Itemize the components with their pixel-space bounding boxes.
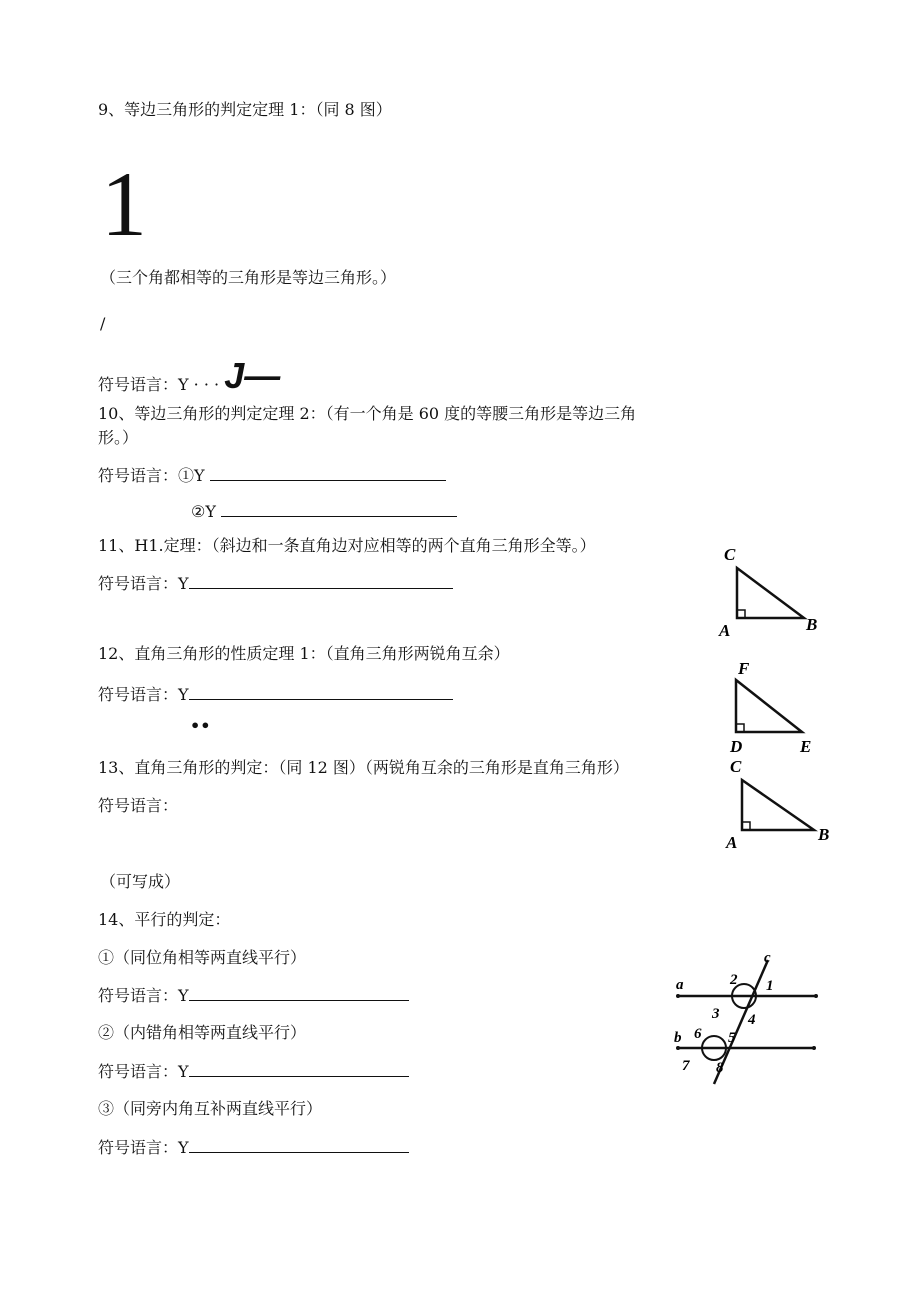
q14-sym1: 符号语言：Y (98, 986, 189, 1005)
q11-symbol: 符号语言：Y (98, 574, 189, 593)
label-a: A (726, 833, 738, 852)
q12-blank[interactable] (189, 685, 453, 700)
triangle-def-shape (736, 680, 802, 732)
angle-label-5: 5 (728, 1030, 736, 1046)
q14-title: 14、平行的判定： (98, 910, 231, 929)
label-c: C (724, 545, 736, 564)
label-a: A (719, 621, 731, 640)
angle-label-4: 4 (748, 1012, 756, 1028)
q10-item2: ②Y (191, 502, 216, 521)
q10-blank1[interactable] (210, 466, 446, 481)
q14-item2: ②（内错角相等两直线平行） (98, 1023, 307, 1042)
angle-label-3: 3 (712, 1006, 720, 1022)
q11-blank[interactable] (189, 574, 453, 589)
triangle-abc-shape-2 (742, 780, 814, 830)
angle-label-2: 2 (730, 972, 738, 988)
q9-symbol-line (98, 355, 281, 396)
triangle-def-figure (712, 654, 842, 758)
q14-item1: ①（同位角相等两直线平行） (98, 948, 307, 967)
q9-symbol-prefix: 符号语言：Y · · · (98, 375, 220, 394)
q14-sym3: 符号语言：Y (98, 1138, 189, 1157)
angle-label-6: 6 (694, 1026, 702, 1042)
q11-title: 11、H1.定理：（斜边和一条直角边对应相等的两个直角三角形全等。） (98, 536, 596, 555)
q9-slash: / (100, 314, 106, 333)
q9-description: （三个角都相等的三角形是等边三角形。） (100, 268, 397, 287)
q10-symbol-row2 (191, 502, 457, 522)
q10-item1: ①Y (178, 466, 205, 485)
line-b-end-dot (812, 1046, 816, 1050)
angle-label-8: 8 (716, 1060, 724, 1076)
q9-symbol-mark: J— (224, 355, 281, 396)
q14-blank2[interactable] (189, 1062, 409, 1077)
q12-symbol-row (98, 685, 453, 705)
label-f: F (738, 659, 750, 678)
label-b: B (806, 615, 818, 634)
line-a-start-dot (676, 994, 680, 998)
label-line-b: b (674, 1030, 682, 1046)
q14-symbol-row1 (98, 986, 409, 1006)
q14-symbol-row3 (98, 1138, 409, 1158)
angle-label-7: 7 (682, 1058, 690, 1074)
label-line-c: c (764, 952, 771, 966)
q12-symbol: 符号语言：Y (98, 685, 189, 704)
label-d: D (730, 737, 743, 756)
q12-dots: •• (190, 716, 211, 735)
angle-label-1: 1 (766, 978, 774, 994)
q14-blank1[interactable] (189, 986, 409, 1001)
q14-blank3[interactable] (189, 1138, 409, 1153)
q9-large-number: 1 (101, 153, 147, 255)
q9-title: 9、等边三角形的判定定理 1：（同 8 图） (98, 100, 392, 119)
q10-symbol-row1 (98, 466, 446, 486)
q14-item3: ③（同旁内角互补两直线平行） (98, 1099, 323, 1118)
triangle-abc-shape (737, 568, 804, 618)
parallel-lines-figure (672, 952, 832, 1092)
triangle-abc-figure-2 (712, 752, 842, 856)
q13-note: （可写成） (100, 872, 181, 891)
q13-symbol: 符号语言： (98, 796, 179, 815)
triangle-abc-figure (712, 540, 842, 644)
label-c: C (730, 757, 742, 776)
q10-title-line1: 10、等边三角形的判定定理 2：（有一个角是 60 度的等腰三角形是等边三角 (98, 404, 637, 423)
label-line-a: a (676, 977, 684, 993)
label-e: E (800, 737, 812, 756)
q13-title: 13、直角三角形的判定：（同 12 图）（两锐角互余的三角形是直角三角形） (98, 758, 629, 777)
q10-symbol-label: 符号语言： (98, 466, 179, 485)
q14-sym2: 符号语言：Y (98, 1062, 189, 1081)
q12-title: 12、直角三角形的性质定理 1：（直角三角形两锐角互余） (98, 644, 510, 663)
line-b-start-dot (676, 1046, 680, 1050)
q10-title-line2: 形。） (98, 428, 139, 447)
line-a-end-dot (814, 994, 818, 998)
q10-blank2[interactable] (221, 502, 457, 517)
label-b: B (818, 825, 830, 844)
q14-symbol-row2 (98, 1062, 409, 1082)
q11-symbol-row (98, 574, 453, 594)
